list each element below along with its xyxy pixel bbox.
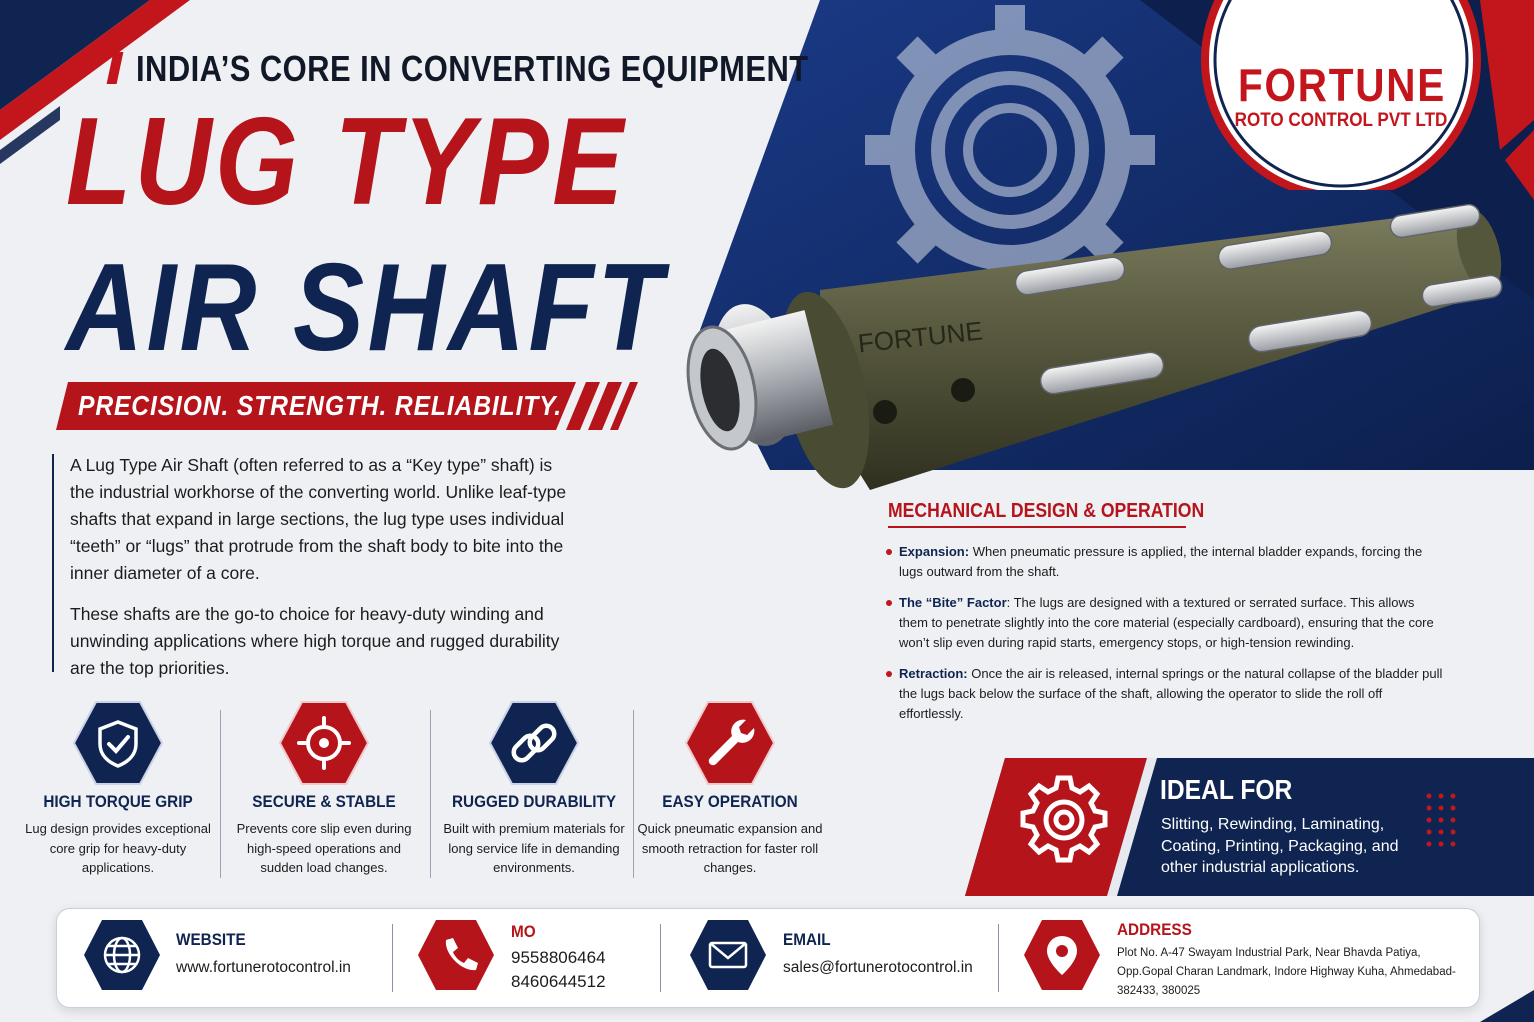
feature-title: RUGGED DURABILITY — [451, 792, 617, 811]
title-line-2: AIR SHAFT — [66, 239, 666, 377]
feature-rugged-durability — [434, 700, 634, 878]
target-icon — [278, 700, 370, 786]
item-term: The “Bite” Factor — [899, 595, 1007, 610]
mobile-number-2[interactable]: 8460644512 — [511, 972, 606, 991]
feature-text: Built with premium materials for long service life in demanding environments. — [443, 821, 625, 875]
phone-icon — [416, 918, 496, 992]
location-pin-icon — [1022, 918, 1102, 992]
slogan: PRECISION. STRENGTH. RELIABILITY. — [78, 390, 563, 421]
brand-subtitle: ROTO CONTROL PVT LTD — [1234, 110, 1448, 131]
intro-paragraph-2: These shafts are the go-to choice for heavy-duty winding and unwinding applications where high torque and rugged durability are the top priorities. — [70, 604, 560, 678]
mechanical-title: MECHANICAL DESIGN & OPERATION — [888, 500, 1205, 522]
feature-title: HIGH TORQUE GRIP — [43, 792, 193, 811]
email-link[interactable]: sales@fortunerotocontrol.in — [783, 959, 973, 976]
list-item — [886, 593, 1446, 653]
title-line-1: LUG TYPE — [66, 93, 627, 231]
intro-rule — [52, 454, 54, 672]
chain-link-icon — [488, 700, 580, 786]
item-term: Retraction: — [899, 666, 968, 681]
tagline: INDIA’S CORE IN CONVERTING EQUIPMENT — [136, 48, 809, 89]
feature-text: Prevents core slip even during high-speed operations and sudden load changes. — [236, 821, 412, 875]
feature-title: SECURE & STABLE — [252, 792, 396, 811]
dot-pattern — [1425, 792, 1459, 852]
mechanical-list — [886, 542, 1446, 735]
feature-high-torque-grip — [18, 700, 218, 878]
feature-text: Quick pneumatic expansion and smooth retraction for faster roll changes. — [637, 821, 823, 875]
air-shaft-illustration — [670, 200, 1510, 500]
shield-check-icon — [72, 700, 164, 786]
feature-divider — [430, 710, 431, 878]
ideal-title: IDEAL FOR — [1160, 774, 1293, 805]
item-term: Expansion: — [899, 544, 970, 559]
envelope-icon — [688, 918, 768, 992]
footer-divider — [660, 924, 661, 992]
mechanical-underline — [888, 526, 1186, 528]
mobile-number-1[interactable]: 9558806464 — [511, 948, 606, 967]
globe-icon — [82, 918, 162, 992]
website-label: WEBSITE — [176, 930, 246, 949]
shaft-engraving: FORTUNE — [856, 315, 985, 359]
address-label: ADDRESS — [1117, 920, 1192, 939]
feature-divider — [220, 710, 221, 878]
address-text: Plot No. A-47 Swayam Industrial Park, Near Bhavda Patiya, Opp.Gopal Charan Landmark, Indore Highway Kuha, Ahmedabad-382433, 380025 — [1117, 947, 1456, 997]
list-item — [886, 542, 1446, 582]
intro-text — [70, 452, 570, 682]
brand-name: FORTUNE — [1238, 59, 1446, 111]
ideal-text: Slitting, Rewinding, Laminating, Coating, Printing, Packaging, and other industrial applications. — [1161, 816, 1399, 876]
list-item — [886, 664, 1446, 724]
footer-divider — [392, 924, 393, 992]
item-text: : The lugs are designed with a textured or serrated surface. This allows them to penetrate slightly into the core material (especially cardboard), ensuring that the core won’t slip even during rapid starts, emergency stops, or high-tension rewinding. — [899, 595, 1434, 650]
feature-secure-stable — [224, 700, 424, 878]
website-link[interactable]: www.fortunerotocontrol.in — [176, 959, 351, 976]
feature-easy-operation — [630, 700, 830, 878]
wrench-icon — [684, 700, 776, 786]
intro-paragraph-1: A Lug Type Air Shaft (often referred to as a “Key type” shaft) is the industrial workhorse of the converting world. Unlike leaf-type shafts that expand in large sections, the lug type uses individual “teeth” or “lugs” that protrude from the shaft body to bite into the inner diameter of a core. — [70, 455, 567, 583]
footer-divider — [998, 924, 999, 992]
email-label: EMAIL — [783, 930, 831, 949]
feature-text: Lug design provides exceptional core grip for heavy-duty applications. — [25, 821, 211, 875]
gear-icon — [1016, 772, 1112, 868]
item-text: Once the air is released, internal springs or the natural collapse of the bladder pull the lugs back below the surface of the shaft, allowing the operator to slide the roll off effortlessly. — [899, 666, 1443, 721]
feature-title: EASY OPERATION — [662, 792, 798, 811]
item-text: When pneumatic pressure is applied, the internal bladder expands, forcing the lugs outward from the shaft. — [899, 544, 1423, 579]
mobile-label: MO — [511, 922, 536, 941]
